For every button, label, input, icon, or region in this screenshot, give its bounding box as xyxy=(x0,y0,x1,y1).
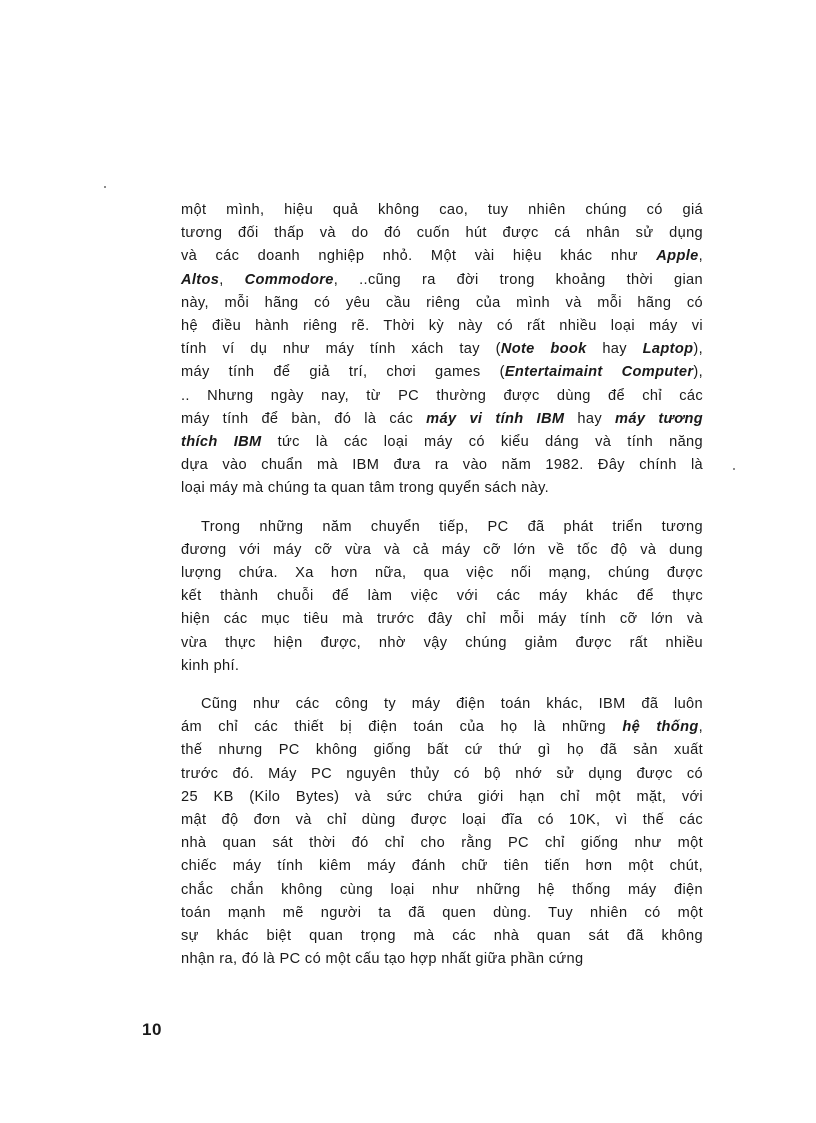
text-run: máy tính để giả trí, chơi games ( xyxy=(181,364,505,381)
scan-speck xyxy=(733,468,735,470)
text-run: hệ điều hành riêng rẽ. Thời kỳ này có rất nhiều loại máy vi xyxy=(181,318,703,335)
text-line xyxy=(181,431,703,454)
text-run: tức là các loại máy có kiểu dáng và tính năng xyxy=(261,434,703,451)
text-run: hay xyxy=(564,410,616,427)
text-run: và các doanh nghiệp nhỏ. Một vài hiệu khác như xyxy=(181,248,657,265)
text-line xyxy=(181,855,703,878)
text-run: kinh phí. xyxy=(181,657,240,674)
text-line xyxy=(181,585,703,608)
text-line xyxy=(181,902,703,925)
text-line xyxy=(181,763,703,786)
text-line xyxy=(181,454,703,477)
text-line xyxy=(181,338,703,361)
text-run: toán mạnh mẽ người ta đã quen dùng. Tuy nhiên có một xyxy=(181,904,703,921)
text-run: , xyxy=(219,271,245,288)
text-line xyxy=(181,925,703,948)
text-line xyxy=(181,245,703,268)
text-run: kết thành chuỗi để làm việc với các máy khác để thực xyxy=(181,588,703,605)
text-run: sự khác biệt quan trọng mà các nhà quan sát đã không xyxy=(181,928,703,945)
text-line xyxy=(181,199,703,222)
text-run: , xyxy=(698,719,704,736)
text-run: Cũng như các công ty máy điện toán khác, IBM đã luôn xyxy=(201,696,703,713)
text-run: dựa vào chuẩn mà IBM đưa ra vào năm 1982. Đây chính là xyxy=(181,457,703,474)
emphasis-term: Altos xyxy=(181,271,220,288)
scan-speck xyxy=(104,186,106,188)
text-run: thế nhưng PC không giống bất cứ thứ gì họ đã sản xuất xyxy=(181,742,703,759)
text-line xyxy=(181,361,703,384)
text-line xyxy=(181,269,703,292)
text-run: vừa thực hiện được, nhờ vậy chúng giảm được rất nhiều xyxy=(181,634,703,651)
text-run: một mình, hiệu quả không cao, tuy nhiên chúng có giá xyxy=(181,202,703,218)
text-line xyxy=(181,562,703,585)
text-run: hiện các mục tiêu mà trước đây chỉ mỗi máy tính cỡ lớn và xyxy=(181,611,703,628)
text-run: tính ví dụ như máy tính xách tay ( xyxy=(181,341,501,358)
emphasis-term: Commodore xyxy=(244,271,334,288)
text-line xyxy=(181,948,703,971)
text-run: máy tính để bàn, đó là các xyxy=(181,410,427,427)
text-run: , xyxy=(698,248,703,265)
emphasis-term: máy tương xyxy=(615,410,703,427)
text-line xyxy=(181,655,703,678)
text-line xyxy=(181,516,703,539)
text-line xyxy=(181,539,703,562)
text-line xyxy=(181,716,703,739)
emphasis-term: Laptop xyxy=(642,341,694,358)
text-line xyxy=(181,786,703,809)
text-run: 25 KB (Kilo Bytes) và sức chứa giới hạn chỉ một mặt, với xyxy=(181,788,703,805)
text-line xyxy=(181,832,703,855)
emphasis-term: Entertaimaint Computer xyxy=(504,364,694,381)
text-run: , ..cũng ra đời trong khoảng thời gian xyxy=(333,271,703,288)
text-line xyxy=(181,292,703,315)
text-line xyxy=(181,632,703,655)
text-line xyxy=(181,408,703,431)
text-run: Trong những năm chuyển tiếp, PC đã phát triển tương xyxy=(201,518,703,535)
text-run: nhà quan sát thời đó chỉ cho rằng PC chỉ giống như một xyxy=(181,835,703,852)
emphasis-term: hệ thống xyxy=(622,719,699,736)
text-run: hay xyxy=(586,341,643,358)
text-run: ), xyxy=(693,364,703,381)
paragraph xyxy=(181,516,703,678)
text-run: .. Nhưng ngày nay, từ PC thường được dùng để chỉ các xyxy=(181,387,703,404)
emphasis-term: thích IBM xyxy=(181,434,262,451)
text-run: đương với máy cỡ vừa và cả máy cỡ lớn về tốc độ và dung xyxy=(181,541,703,558)
text-run: nhận ra, đó là PC có một cấu tạo hợp nhất giữa phần cứng xyxy=(181,951,584,968)
text-line xyxy=(181,739,703,762)
text-run: chắc chắn không cùng loại như những hệ thống máy điện xyxy=(181,881,703,898)
page-number: 10 xyxy=(142,1020,162,1039)
text-line xyxy=(181,693,703,716)
text-line xyxy=(181,385,703,408)
text-run: tương đối thấp và do đó cuốn hút được cá nhân sử dụng xyxy=(181,225,703,242)
paragraph xyxy=(181,693,703,971)
emphasis-term: máy vi tính IBM xyxy=(426,410,565,427)
body-text xyxy=(181,199,703,972)
text-line xyxy=(181,879,703,902)
text-line xyxy=(181,477,703,500)
text-run: loại máy mà chúng ta quan tâm trong quyển sách này. xyxy=(181,480,550,497)
text-run: ám chỉ các thiết bị điện toán của họ là những xyxy=(181,719,623,736)
text-run: chiếc máy tính kiêm máy đánh chữ tiên tiến hơn một chút, xyxy=(181,858,703,875)
emphasis-term: Apple xyxy=(656,248,699,265)
emphasis-term: Note book xyxy=(500,341,587,358)
text-line xyxy=(181,608,703,631)
text-line xyxy=(181,315,703,338)
text-run: trước đó. Máy PC nguyên thủy có bộ nhớ sử dụng được có xyxy=(181,765,703,782)
text-run: lượng chứa. Xa hơn nữa, qua việc nối mạng, chúng được xyxy=(181,565,703,582)
text-run: này, mỗi hãng có yêu cầu riêng của mình và mỗi hãng có xyxy=(181,294,703,311)
text-line xyxy=(181,222,703,245)
text-run: ), xyxy=(693,341,703,358)
paragraph xyxy=(181,199,703,501)
text-line xyxy=(181,809,703,832)
text-run: mật độ đơn và chỉ dùng được loại đĩa có 10K, vì thế các xyxy=(181,812,703,829)
